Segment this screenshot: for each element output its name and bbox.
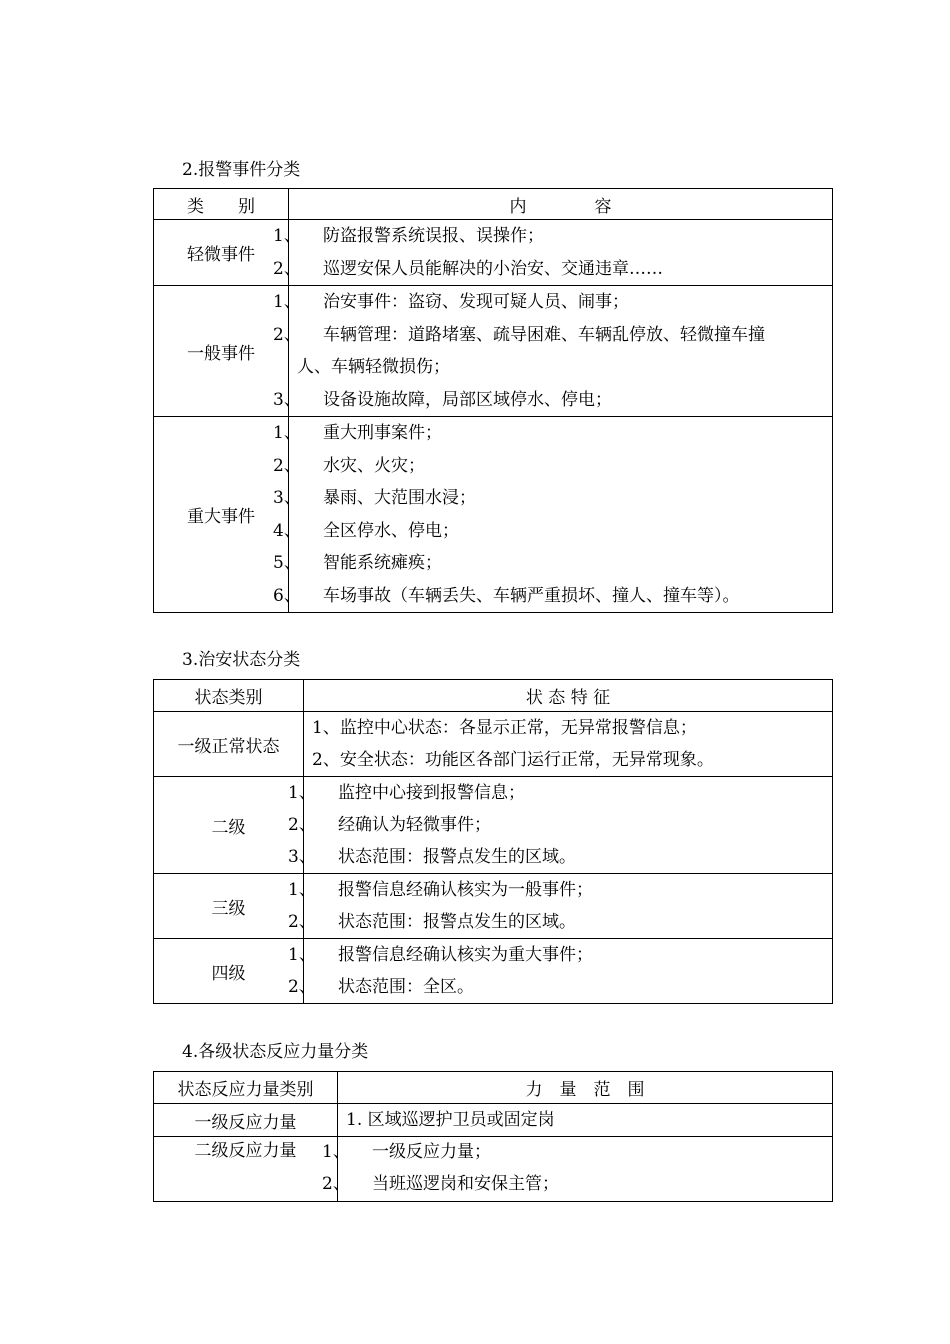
item-number: 2、 (273, 258, 301, 279)
item-number: 2、 (322, 1174, 350, 1194)
content-cell (273, 220, 833, 286)
table-row (154, 777, 833, 874)
column-header-category: 类 别 (154, 189, 289, 220)
list-item (273, 319, 832, 352)
content-cell (288, 939, 833, 1004)
item-text: 车场事故（车辆丢失、车辆严重损坏、撞人、撞车等）。 (323, 585, 740, 606)
list-item (288, 939, 832, 971)
content-cell (304, 712, 833, 777)
item-text: 状态范围：全区。 (338, 977, 474, 997)
list-item (273, 547, 832, 580)
list-item (273, 450, 832, 483)
item-text: 全区停水、停电； (323, 520, 459, 541)
section2-heading: 2.报警事件分类 (182, 160, 301, 180)
category-cell: 一级正常状态 (154, 712, 304, 777)
list-item (322, 1137, 832, 1167)
table-row (154, 1104, 833, 1137)
list-item (273, 417, 832, 450)
item-number: 4、 (273, 520, 301, 541)
category-cell: 一级反应力量 (154, 1104, 338, 1137)
item-text: 车辆管理：道路堵塞、疏导困难、车辆乱停放、轻微撞车撞 (323, 324, 765, 345)
list-item (304, 712, 832, 744)
item-text: 1、监控中心状态：各显示正常，无异常报警信息； (312, 718, 697, 738)
category-cell: 三级 (154, 874, 304, 939)
list-item (288, 906, 832, 938)
list-item (288, 874, 832, 906)
item-text: 状态范围：报警点发生的区域。 (338, 912, 576, 932)
list-item (273, 220, 832, 253)
list-item (304, 744, 832, 776)
item-text: 当班巡逻岗和安保主管； (372, 1174, 559, 1194)
content-cell (273, 417, 833, 613)
section3-heading: 3.治安状态分类 (182, 650, 301, 670)
content-cell (338, 1104, 833, 1137)
item-text: 1. 区域巡逻护卫员或固定岗 (346, 1110, 555, 1130)
item-number: 5、 (273, 553, 301, 573)
item-number: 1、 (273, 292, 301, 312)
category-cell: 二级 (154, 777, 304, 874)
item-text: 水灾、火灾； (323, 455, 425, 476)
list-item-continuation (289, 351, 832, 384)
category-cell: 四级 (154, 939, 304, 1004)
alarm-event-table (153, 188, 833, 613)
table-row (154, 286, 833, 417)
list-item (273, 253, 832, 286)
list-item (288, 971, 832, 1003)
list-item (288, 841, 832, 873)
section4-heading: 4.各级状态反应力量分类 (182, 1042, 369, 1062)
item-text: 报警信息经确认核实为一般事件； (338, 880, 593, 900)
table-header-row (154, 1072, 833, 1104)
item-number: 2、 (273, 455, 301, 476)
item-number: 1、 (288, 945, 316, 965)
item-text: 治安事件：盗窃、发现可疑人员、闹事； (323, 292, 629, 312)
column-header-status: 状态类别 (154, 680, 304, 712)
list-item (273, 580, 832, 613)
item-number: 3、 (288, 847, 316, 867)
table-row (154, 1137, 833, 1202)
item-number: 2、 (273, 324, 301, 345)
category-cell: 轻微事件 (154, 220, 289, 286)
column-header-content: 内 容 (289, 189, 833, 220)
item-number: 1、 (288, 783, 316, 803)
item-text: 重大刑事案件； (323, 423, 442, 443)
list-item (322, 1167, 832, 1201)
response-force-table (153, 1071, 833, 1202)
item-text: 暴雨、大范围水浸； (323, 488, 476, 508)
item-text: 一级反应力量； (372, 1142, 491, 1162)
category-cell: 重大事件 (154, 417, 289, 613)
table-row (154, 220, 833, 286)
item-number: 3、 (273, 389, 301, 410)
item-text: 设备设施故障，局部区域停水、停电； (323, 389, 612, 410)
content-cell (288, 777, 833, 874)
table-row (154, 712, 833, 777)
table-row (154, 417, 833, 613)
table-row (154, 874, 833, 939)
list-item (273, 515, 832, 548)
content-cell (273, 286, 833, 417)
item-text: 监控中心接到报警信息； (338, 783, 525, 803)
item-text: 状态范围：报警点发生的区域。 (338, 847, 576, 867)
item-number: 2、 (288, 912, 316, 932)
item-number: 1、 (322, 1142, 350, 1162)
table-header-row (154, 189, 833, 220)
item-number: 1、 (288, 880, 316, 900)
list-item (338, 1104, 832, 1136)
item-text: 报警信息经确认核实为重大事件； (338, 945, 593, 965)
content-cell (288, 874, 833, 939)
item-number: 1、 (273, 423, 301, 443)
column-header-features: 状 态 特 征 (304, 680, 833, 712)
table-header-row (154, 680, 833, 712)
table-row (154, 939, 833, 1004)
item-text: 经确认为轻微事件； (338, 815, 491, 835)
list-item (273, 384, 832, 417)
category-cell: 二级反应力量 (154, 1137, 338, 1202)
item-number: 2、 (288, 815, 316, 835)
list-item (288, 809, 832, 841)
item-number: 2、 (288, 977, 316, 997)
item-number: 3、 (273, 488, 301, 508)
security-status-table (153, 679, 833, 1004)
list-item (273, 482, 832, 515)
item-number: 1、 (273, 226, 301, 246)
item-text: 防盗报警系统误报、误操作； (323, 226, 544, 246)
list-item (273, 286, 832, 319)
content-cell (322, 1137, 833, 1202)
list-item (288, 777, 832, 809)
column-header-force-scope: 力 量 范 围 (338, 1072, 833, 1104)
item-text-continuation: 人、车辆轻微损伤； (297, 357, 450, 377)
item-number: 6、 (273, 585, 301, 606)
item-text: 2、安全状态：功能区各部门运行正常，无异常现象。 (312, 750, 714, 770)
column-header-force-category: 状态反应力量类别 (154, 1072, 338, 1104)
category-cell: 一般事件 (154, 286, 289, 417)
item-text: 智能系统瘫痪； (323, 553, 442, 573)
item-text: 巡逻安保人员能解决的小治安、交通违章…… (323, 258, 663, 279)
